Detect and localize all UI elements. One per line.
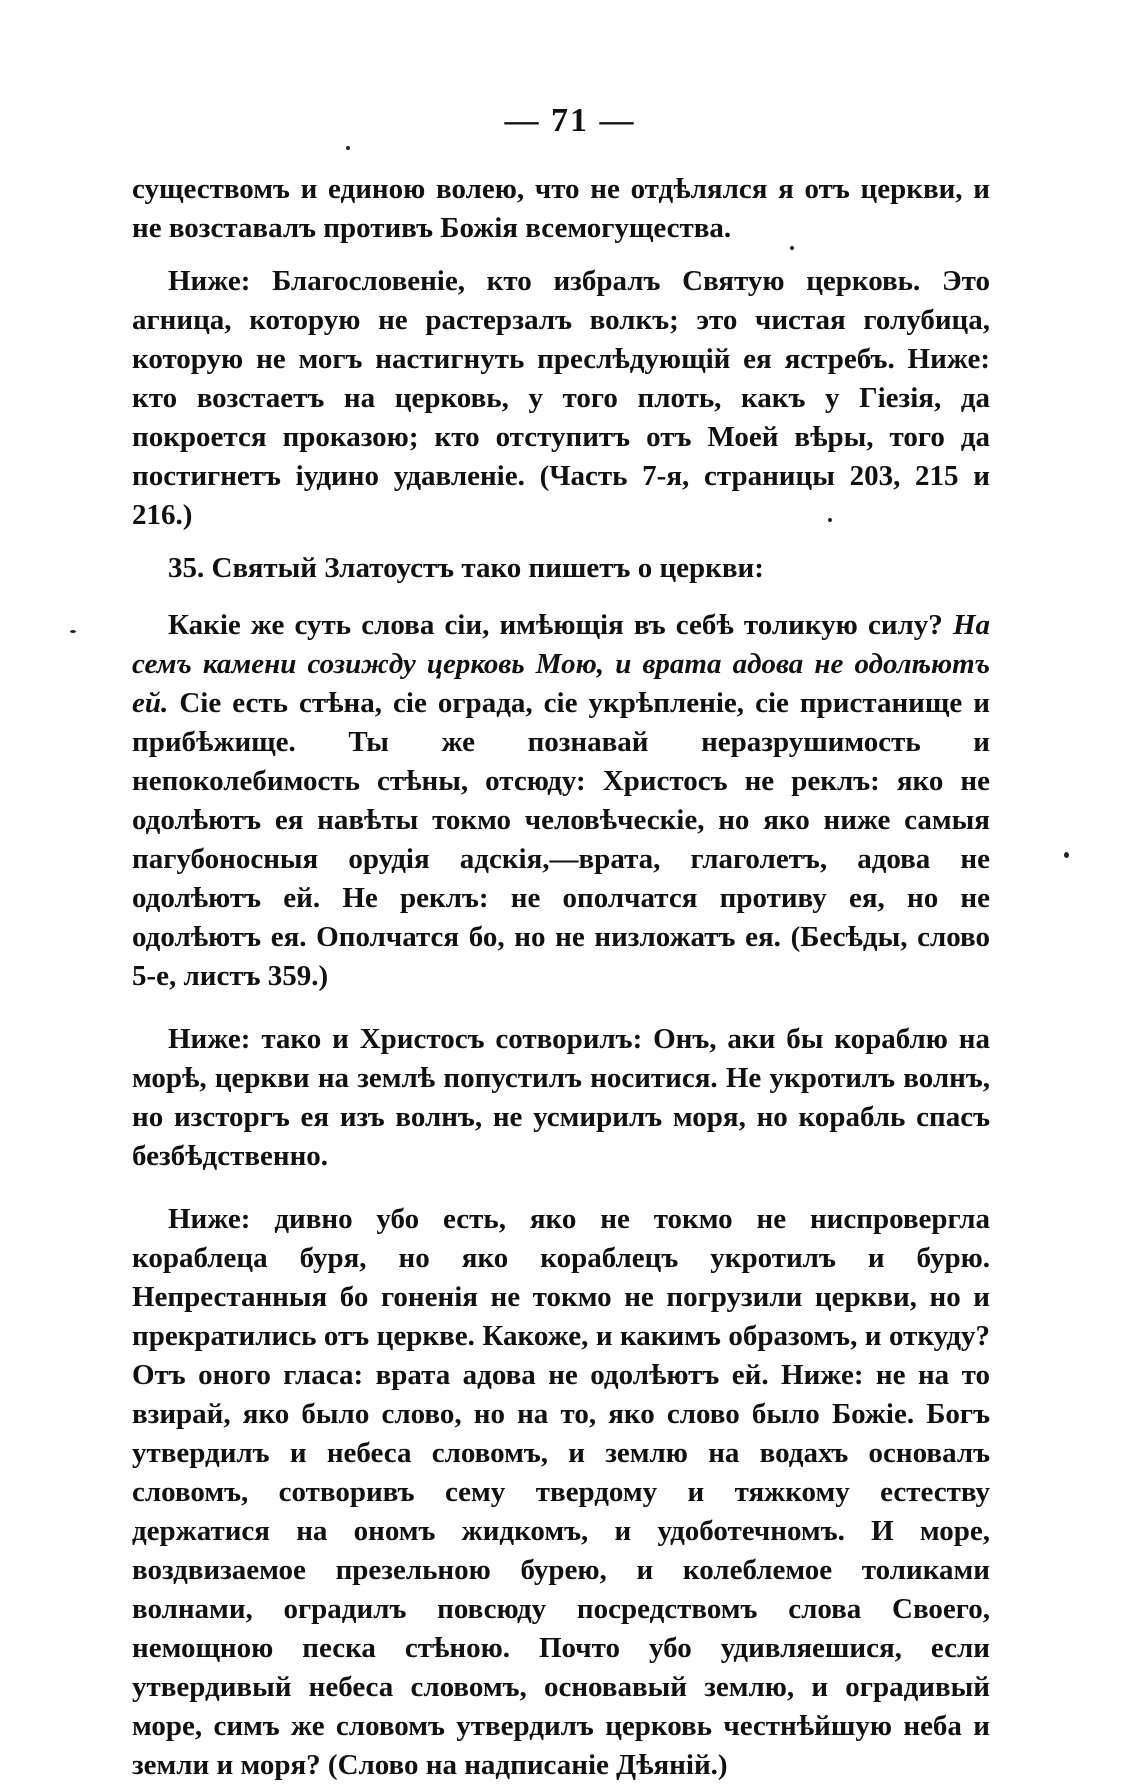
paragraph-blessing: Ниже: Благословеніе, кто избралъ Святую церковь. Это агница, которую не растерзалъ волкъ; это чистая голубица, которую не могъ настигнуть преслѣдующій ея ястребъ. Ниже: кто возстаетъ на церковь, у того плоть, какъ у Гіезія, да покроется проказою; кто отступитъ отъ Моей вѣры, того да постигнетъ іудино удавленіе. (Часть 7-я, страницы 203, 215 и 216.) bbox=[132, 265, 990, 531]
scripture-quote: На семъ камени созижду церковь Мою, и врата адова не одолѣютъ ей. bbox=[132, 609, 990, 719]
scan-speck bbox=[828, 518, 832, 522]
page-number: — 71 — bbox=[504, 102, 636, 139]
scan-speck bbox=[346, 146, 350, 150]
paragraph-chrysostom-quote bbox=[132, 606, 990, 996]
scan-speck bbox=[790, 246, 794, 250]
paragraph-continuation: существомъ и единою волею, что не отдѣлялся я отъ церкви, и не возставалъ противъ Божія всемогущества. bbox=[132, 173, 990, 244]
quote-body: Сіе есть стѣна, сіе ограда, сіе укрѣпленіе, сіе пристанище и прибѣжище. Ты же познавай неразрушимость и непоколебимость стѣны, отсюду: Христосъ не реклъ: яко не одолѣютъ ея навѣты токмо человѣческіе, но яко ниже самыя пагубоносныя орудія адскія,—врата, глаголетъ, адова не одолѣютъ ей. Не реклъ: не ополчатся противу ея, но не одолѣютъ ея. Ополчатся бо, но не низложатъ ея. (Бесѣды, слово 5-е, листъ 359.) bbox=[132, 687, 990, 992]
scan-speck bbox=[70, 630, 76, 633]
paragraph-ship: Ниже: тако и Христосъ сотворилъ: Онъ, аки бы кораблю на морѣ, церкви на землѣ попустилъ носитися. Не укротилъ волнъ, но изсторгъ ея изъ волнъ, не усмирилъ моря, но корабль спасъ безбѣдственно. bbox=[132, 1023, 990, 1172]
scan-speck bbox=[1064, 852, 1069, 858]
body-text bbox=[132, 170, 990, 1785]
paragraph-storm: Ниже: дивно убо есть, яко не токмо не ниспровергла кораблеца буря, но яко кораблецъ укротилъ и бурю. Непрестанныя бо гоненія не токмо не погрузили церкви, но и прекратились отъ церкве. Какоже, и какимъ образомъ, и откуду? Отъ оного гласа: врата адова не одолѣютъ ей. Ниже: не на то взирай, яко было слово, но на то, яко слово было Божіе. Богъ утвердилъ и небеса словомъ, и землю на водахъ основалъ словомъ, сотворивъ сему твердому и тяжкому естеству держатися на ономъ жидкомъ, и удоботечномъ. И море, воздвизаемое презельною бурею, и колеблемое толиками волнами, оградилъ повсюду посредствомъ слова Своего, немощною песка стѣною. Почто убо удивляешися, если утвердивый небеса словомъ, основавый землю, и оградивый море, симъ же словомъ утвердилъ церковь честнѣйшую неба и земли и моря? (Слово на надписаніе Дѣяній.) bbox=[132, 1203, 990, 1781]
quote-lead: Какіе же суть слова сіи, имѣющія въ себѣ толикую силу? bbox=[168, 609, 943, 641]
paragraph-section-35: 35. Святый Златоустъ тако пишетъ о церкви: bbox=[168, 552, 764, 584]
